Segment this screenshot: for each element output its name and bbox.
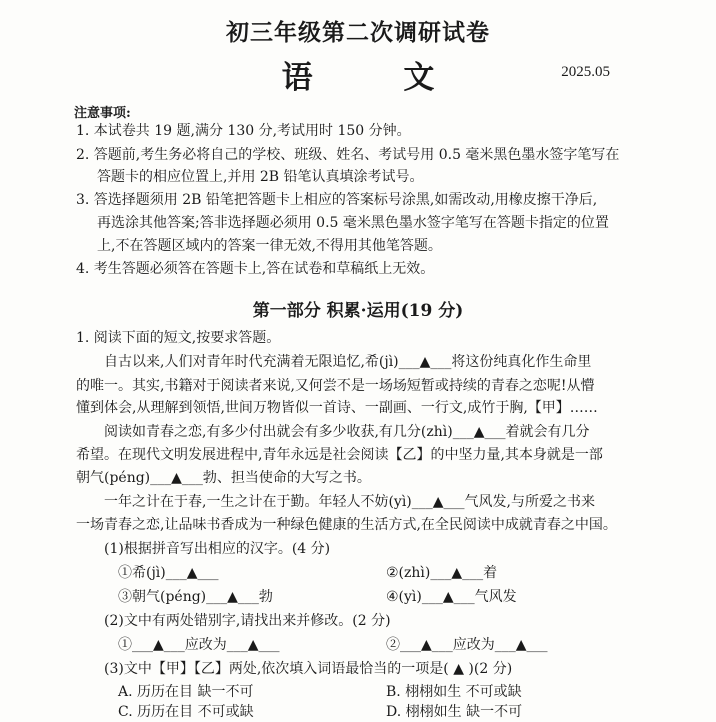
- passage-line: 朝气(péng)___▲___勃、担当使命的大写之书。: [76, 470, 371, 486]
- passage-line: 希望。在现代文明发展进程中,青年永远是社会阅读【乙】的中坚力量,其本身就是一部: [76, 447, 603, 463]
- passage-line: 阅读如青春之恋,有多少付出就会有多少收获,有几分(zhì)___▲___着就会有几分: [104, 424, 590, 440]
- option-c: C. 历历在目 不可或缺: [118, 704, 254, 720]
- sub-question-2-item: ①___▲___应改为___▲___: [118, 637, 280, 653]
- passage-line: 一场青春之恋,让品味书香成为一种绿色健康的生活方式,在全民阅读中成就青春之中国。: [76, 517, 617, 533]
- exam-title: 初三年级第二次调研试卷: [226, 19, 490, 46]
- section-title: 第一部分 积累·运用(19 分): [252, 301, 464, 321]
- sub-question-3-label: (3)文中【甲】【乙】两处,依次填入词语最恰当的一项是( ▲ )(2 分): [104, 661, 513, 677]
- sub-question-2-label: (2)文中有两处错别字,请找出来并修改。(2 分): [104, 613, 391, 629]
- passage-line: 自古以来,人们对青年时代充满着无限追忆,希(jì)___▲___将这份纯真化作生命里: [104, 354, 592, 370]
- sub-question-1-item: ①希(jì)___▲___: [118, 565, 219, 581]
- sub-question-1-label: (1)根据拼音写出相应的汉字。(4 分): [104, 541, 331, 557]
- passage-line: 一年之计在于春,一生之计在于勤。年轻人不妨(yì)___▲___气风发,与所爱之书来: [104, 494, 595, 510]
- note-line: 3. 答选择题须用 2B 铅笔把答题卡上相应的答案标号涂黑,如需改动,用橡皮擦干净后,: [76, 192, 598, 208]
- note-line: 上,不在答题区域内的答案一律无效,不得用其他笔答题。: [97, 238, 442, 254]
- sub-question-1-item: ④(yì)___▲___气风发: [386, 589, 517, 605]
- note-line: 1. 本试卷共 19 题,满分 130 分,考试用时 150 分钟。: [76, 123, 411, 139]
- passage-line: 懂到体会,从理解到领悟,世间万物皆似一首诗、一副画、一行文,成竹于胸,【甲】……: [76, 400, 598, 416]
- option-b: B. 栩栩如生 不可或缺: [386, 684, 522, 700]
- option-a: A. 历历在目 缺一不可: [118, 684, 254, 700]
- note-line: 答题卡的相应位置上,并用 2B 铅笔认真填涂考试号。: [97, 169, 424, 185]
- option-d: D. 栩栩如生 缺一不可: [386, 704, 523, 720]
- sub-question-1-item: ②(zhì)___▲___着: [386, 565, 498, 581]
- note-line: 4. 考生答题必须答在答题卡上,答在试卷和草稿纸上无效。: [76, 261, 435, 277]
- passage-line: 的唯一。其实,书籍对于阅读者来说,又何尝不是一场场短暂或持续的青春之恋呢!从懵: [76, 378, 595, 394]
- question-prompt: 1. 阅读下面的短文,按要求答题。: [76, 330, 281, 346]
- notes-heading: 注意事项:: [74, 106, 131, 121]
- sub-question-2-item: ②___▲___应改为___▲___: [386, 637, 548, 653]
- note-line: 2. 答题前,考生务必将自己的学校、班级、姓名、考试号用 0.5 毫米黑色墨水签字笔写在: [76, 147, 620, 163]
- sub-question-1-item: ③朝气(péng)___▲___勃: [118, 589, 273, 605]
- note-line: 再选涂其他答案;答非选择题必须用 0.5 毫米黑色墨水签字笔写在答题卡指定的位置: [97, 215, 609, 231]
- subject-title: 语 文: [281, 60, 475, 96]
- exam-date: 2025.05: [561, 64, 610, 80]
